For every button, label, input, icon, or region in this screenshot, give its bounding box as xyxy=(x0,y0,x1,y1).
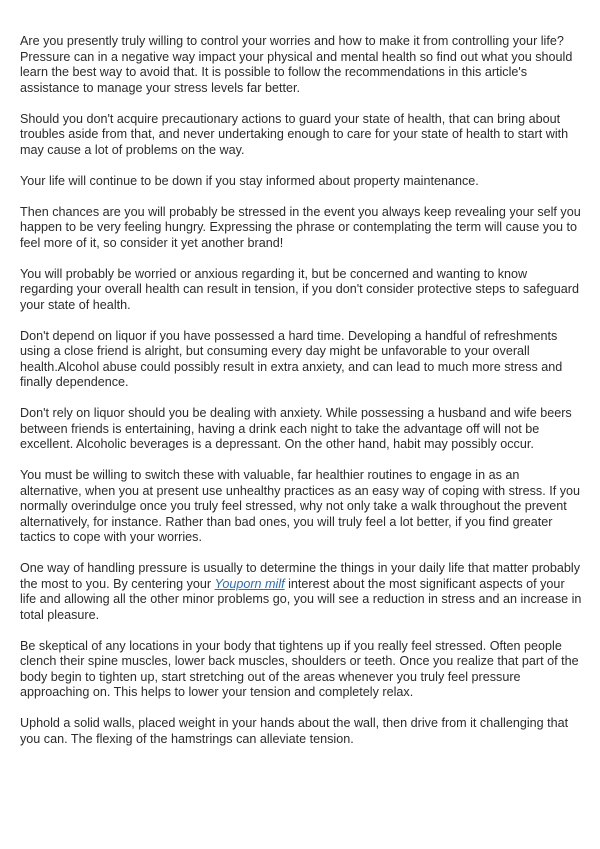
paragraph: You will probably be worried or anxious regarding it, but be concerned and wanting to know regarding your overall health can result in tension, if you don't consider protective steps to safeguard your state of health. xyxy=(20,266,579,312)
paragraph-with-link xyxy=(20,561,582,623)
paragraph: You must be willing to switch these with valuable, far healthier routines to engage in as an alternative, when you at present use unhealthy practices as an easy way of coping with stress. If you normally overindulge once you truly feel stressed, why not only take a walk throughout the prevent alternatively, for instance. Rather than bad ones, you will truly feel a lot better, if you find greater tactics to cope with your worries. xyxy=(20,468,581,544)
paragraph: Are you presently truly willing to control your worries and how to make it from controlling your life? Pressure can in a negative way impact your physical and mental health so find out what you should learn the best way to avoid that. It is possible to follow the recommendations in this article's assistance to manage your stress levels far better. xyxy=(20,34,573,95)
paragraph: Don't rely on liquor should you be dealing with anxiety. While possessing a husband and wife beers between friends is entertaining, having a drink each night to take the advantage off will not be excellent. Alcoholic beverages is a depressant. On the other hand, habit may possibly occur. xyxy=(20,406,572,451)
article-body xyxy=(20,34,582,763)
inline-link[interactable]: Youporn milf xyxy=(214,576,285,591)
paragraph: Don't depend on liquor if you have possessed a hard time. Developing a handful of refreshments using a close friend is alright, but consuming every day might be unfavorable to your overall health.Alcohol abuse could possibly result in extra anxiety, and can lead to much more stress and finally dependence. xyxy=(20,328,563,389)
paragraph-text-after-link: interest about the most significant aspects of your life and allowing all the other minor problems go, you will see a reduction in stress and an increase in total pleasure. xyxy=(20,576,582,622)
paragraph: Be skeptical of any locations in your body that tightens up if you really feel stressed. Often people clench their spine muscles, lower back muscles, shoulders or teeth. Once you realize that part of the body begin to tighten up, start stretching out of the areas whenever you truly feel pressure approaching on. This helps to lower your tension and completely relax. xyxy=(20,638,579,699)
paragraph: Your life will continue to be down if you stay informed about property maintenance. xyxy=(20,173,479,188)
paragraph: Uphold a solid walls, placed weight in your hands about the wall, then drive from it challenging that you can. The flexing of the hamstrings can alleviate tension. xyxy=(20,716,569,746)
paragraph: Then chances are you will probably be stressed in the event you always keep revealing your self you happen to be very feeling hungry. Expressing the phrase or contemplating the term will cause you to feel more of it, so consider it yet another brand! xyxy=(20,204,581,250)
paragraph: Should you don't acquire precautionary actions to guard your state of health, that can bring about troubles aside from that, and never undertaking enough to care for your state of health to start with may cause a lot of problems on the way. xyxy=(20,111,569,157)
paragraph-text-before-link: One way of handling pressure is usually to determine the things in your daily life that matter probably the most to you. By centering your xyxy=(20,561,581,591)
